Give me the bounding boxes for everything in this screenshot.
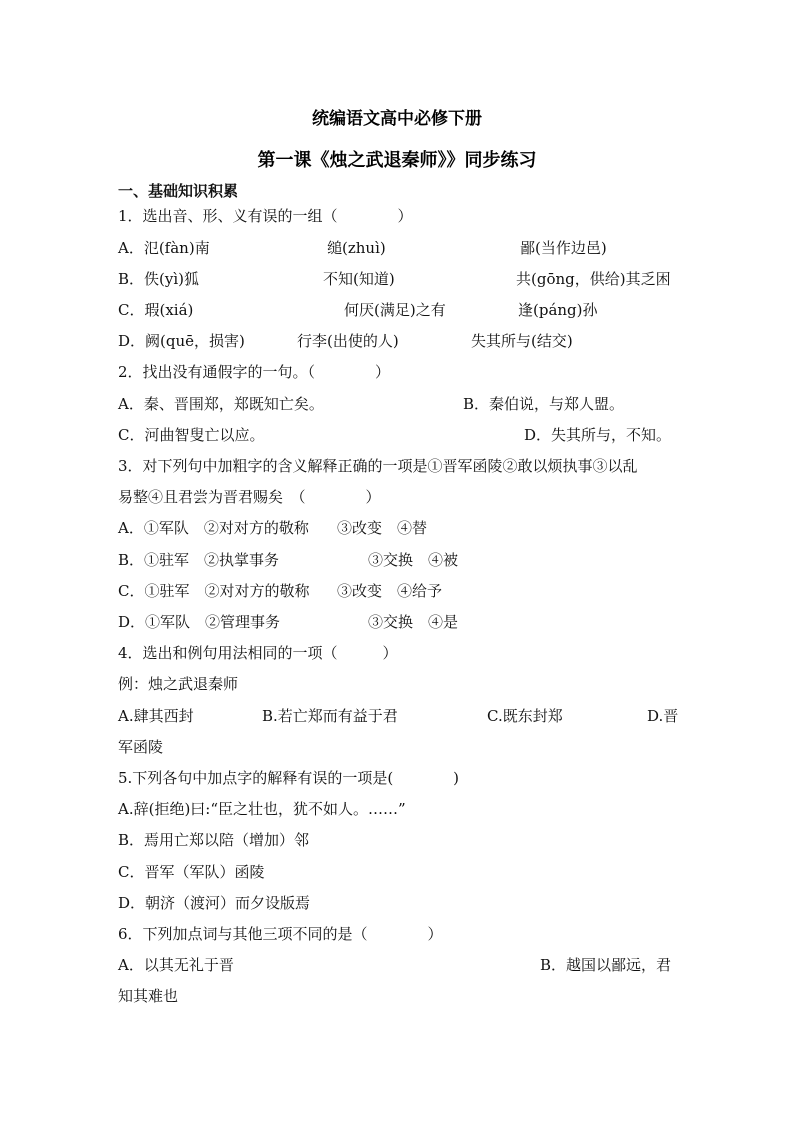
- q1-option-d-part2: 行李(出使的人): [297, 332, 399, 350]
- q2-option-b: B．秦伯说，与郑人盟。: [463, 395, 625, 413]
- question-3-stem-line2: 易整④且君尝为晋君赐矣 （ ）: [118, 488, 381, 506]
- question-6-stem: 6．下列加点词与其他三项不同的是（ ）: [118, 925, 443, 943]
- q2-option-c: C．河曲智叟亡以应。: [118, 426, 265, 444]
- question-2-stem: 2．找出没有通假字的一句。（ ）: [118, 363, 391, 381]
- q1-option-b-part2: 不知(知道): [323, 270, 395, 288]
- q4-option-a: A.肆其西封: [118, 707, 194, 725]
- q3-option-b-part1: B．①驻军 ②执掌事务: [118, 551, 280, 569]
- q2-option-d: D．失其所与，不知。: [524, 426, 672, 444]
- question-1-stem: 1．选出音、形、义有误的一组（ ）: [118, 207, 413, 225]
- q3-option-b-part2: ③交换 ④被: [368, 551, 459, 569]
- document-title: 统编语文高中必修下册: [312, 109, 482, 129]
- q6-option-b-part1: B．越国以鄙远，君: [540, 956, 672, 974]
- q2-option-a: A．秦、晋围郑，郑既知亡矣。: [118, 395, 324, 413]
- q1-option-c-part3: 逢(páng)孙: [518, 301, 598, 319]
- q4-option-d-part1: D.晋: [647, 707, 679, 725]
- section-heading: 一、基础知识积累: [118, 182, 239, 200]
- q4-option-c: C.既东封郑: [487, 707, 563, 725]
- q5-option-c: C．晋军（军队）函陵: [118, 863, 265, 881]
- q1-option-a-part1: A．氾(fàn)南: [118, 239, 210, 257]
- q4-option-d-part2: 军函陵: [118, 738, 164, 756]
- question-5-stem: 5.下列各句中加点字的解释有误的一项是( ): [118, 769, 460, 787]
- q1-option-c-part2: 何厌(满足)之有: [344, 301, 446, 319]
- q1-option-a-part2: 缒(zhuì): [327, 239, 386, 257]
- document-subtitle: 第一课《烛之武退秦师》》同步练习: [257, 150, 537, 171]
- q4-option-b: B.若亡郑而有益于君: [262, 707, 398, 725]
- q3-option-c-part1: C．①驻军 ②对对方的敬称: [118, 582, 310, 600]
- q3-option-d-part2: ③交换 ④是: [368, 613, 459, 631]
- q3-option-a-part1: A．①军队 ②对对方的敬称: [118, 519, 309, 537]
- question-3-stem-line1: 3．对下列句中加粗字的含义解释正确的一项是①晋军函陵②敢以烦执事③以乱: [118, 457, 638, 475]
- question-4-stem: 4．选出和例句用法相同的一项（ ）: [118, 644, 398, 662]
- q5-option-a: A.辞(拒绝)曰:“臣之壮也，犹不如人。……”: [118, 800, 406, 818]
- q1-option-c-part1: C．瑕(xiá): [118, 301, 194, 319]
- q1-option-d-part3: 失其所与(结交): [471, 332, 573, 350]
- question-4-example: 例：烛之武退秦师: [118, 675, 239, 693]
- q1-option-b-part3: 共(gōng，供给)其乏困: [516, 270, 671, 288]
- q3-option-a-part2: ③改变 ④替: [337, 519, 428, 537]
- q3-option-c-part2: ③改变 ④给予: [337, 582, 443, 600]
- q6-option-a: A．以其无礼于晋: [118, 956, 234, 974]
- q3-option-d-part1: D．①军队 ②管理事务: [118, 613, 281, 631]
- q1-option-b-part1: B．佚(yì)狐: [118, 270, 199, 288]
- q6-option-b-part2: 知其难也: [118, 987, 179, 1005]
- q1-option-a-part3: 鄙(当作边邑): [520, 239, 607, 257]
- q1-option-d-part1: D．阙(quē，损害): [118, 332, 245, 350]
- q5-option-d: D．朝济（渡河）而夕设版焉: [118, 894, 311, 912]
- q5-option-b: B．焉用亡郑以陪（增加）邻: [118, 831, 310, 849]
